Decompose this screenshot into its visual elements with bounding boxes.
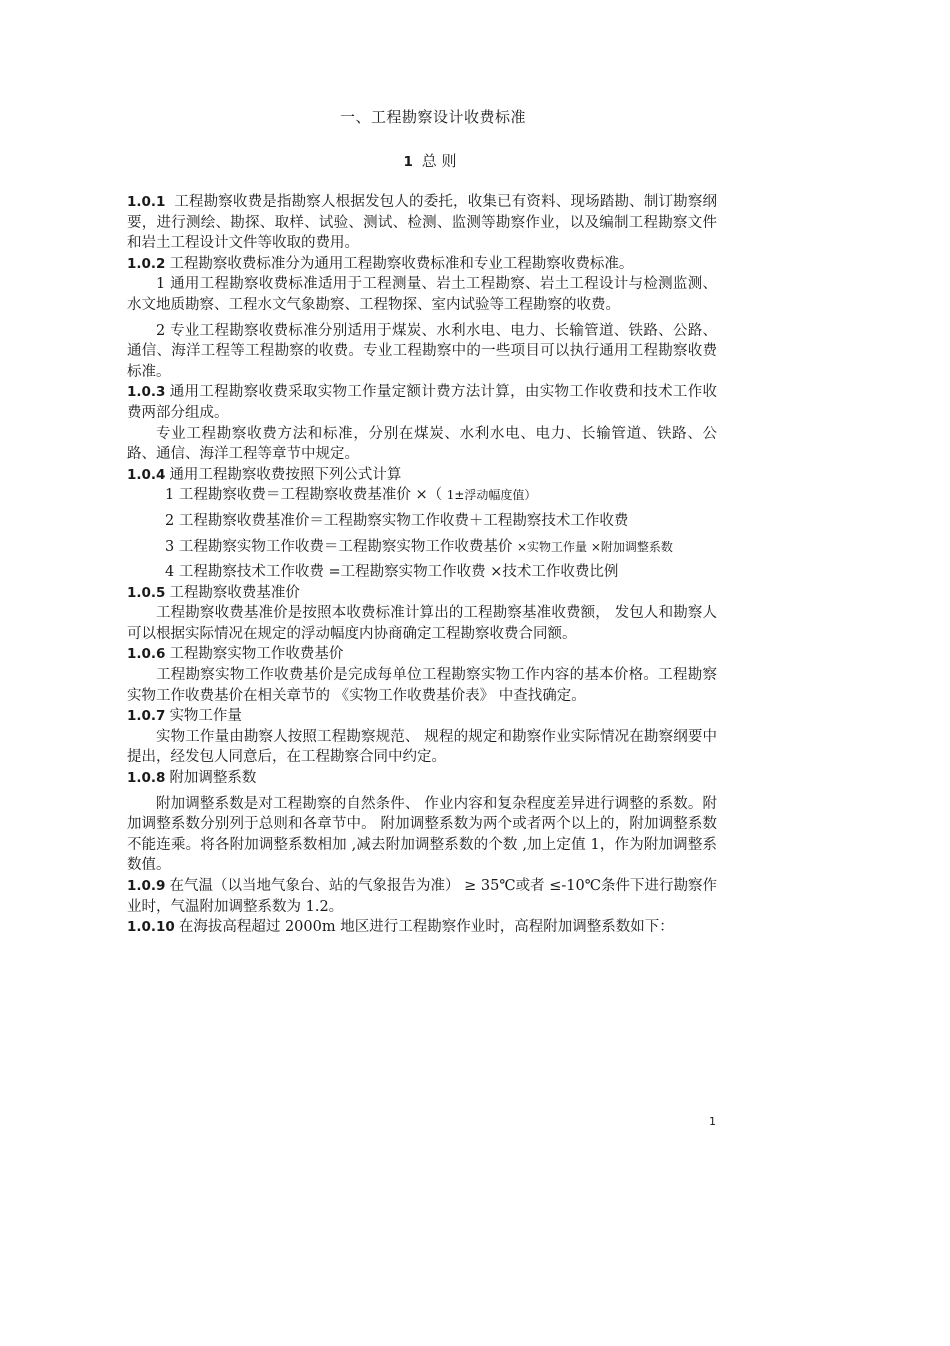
clause-text: 工程勘察收费标准分为通用工程勘察收费标准和专业工程勘察收费标准。 xyxy=(169,255,634,272)
clause-paragraph: 工程勘察实物工作收费基价是完成每单位工程勘察实物工作内容的基本价格。工程勘察实物工作收费基价在相关章节的 《实物工作收费基价表》 中查找确定。 xyxy=(127,667,717,704)
clause-1-0-8 xyxy=(127,768,717,789)
clause-text: 工程勘察收费是指勘察人根据发包人的委托，收集已有资料、现场踏勘、制订勘察纲要，进行测绘、勘探、取样、试验、测试、检测、监测等勘察作业，以及编制工程勘察文件和岩土工程设计文件等收取的费用。 xyxy=(127,194,718,252)
clause-text: 工程勘察收费基准价 xyxy=(169,584,300,601)
chapter-number: 1 xyxy=(403,154,413,170)
formula-2: 2 工程勘察收费基准价＝工程勘察实物工作收费＋工程勘察技术工作收费 xyxy=(165,512,629,529)
clause-number: 1.0.4 xyxy=(127,466,166,483)
clause-text: 实物工作量 xyxy=(169,708,242,725)
chapter-heading xyxy=(0,150,860,171)
clause-1-0-7 xyxy=(127,706,717,727)
clause-1-0-3 xyxy=(127,382,717,423)
clause-paragraph: 附加调整系数是对工程勘察的自然条件、 作业内容和复杂程度差异进行调整的系数。附加调整系数分别列于总则和各章节中。 附加调整系数为两个或者两个以上的，附加调整系数不能连乘。将各附加调整系数相加 ,减去附加调整系数的个数 ,加上定值 1，作为附加调整系数值。 xyxy=(127,795,717,874)
document-title: 一、工程勘察设计收费标准 xyxy=(339,108,526,126)
clause-number: 1.0.2 xyxy=(127,255,166,272)
page-number: 1 xyxy=(709,1115,716,1128)
clause-text: 通用工程勘察收费采取实物工作量定额计费方法计算，由实物工作收费和技术工作收费两部分组成。 xyxy=(127,384,717,421)
clause-text: 工程勘察实物工作收费基价 xyxy=(169,646,344,663)
clause-paragraph: 1 通用工程勘察收费标准适用于工程测量、岩土工程勘察、岩土工程设计与检测监测、水文地质勘察、工程水文气象勘察、工程物探、室内试验等工程勘察的收费。 xyxy=(127,276,717,313)
clause-1-0-5 xyxy=(127,583,717,604)
chapter-title: 总 则 xyxy=(421,152,457,170)
clause-number: 1.0.7 xyxy=(127,708,166,725)
clause-1-0-4 xyxy=(127,465,717,486)
clause-text: 通用工程勘察收费按照下列公式计算 xyxy=(169,466,402,483)
clause-paragraph: 专业工程勘察收费方法和标准，分别在煤炭、水利水电、电力、长输管道、铁路、公路、通信、海洋工程等章节中规定。 xyxy=(127,425,717,463)
formula-text-small: 1±浮动幅度值） xyxy=(446,488,537,503)
clause-1-0-1 xyxy=(127,192,717,254)
clause-paragraph: 2 专业工程勘察收费标准分别适用于煤炭、水利水电、电力、长输管道、铁路、公路、通信、海洋工程等工程勘察的收费。专业工程勘察中的一些项目可以执行通用工程勘察收费标准。 xyxy=(127,322,717,380)
formula-4: 4 工程勘察技术工作收费 =工程勘察实物工作收费 ×技术工作收费比例 xyxy=(165,564,619,581)
clause-text: 附加调整系数 xyxy=(169,770,257,787)
clause-number: 1.0.6 xyxy=(127,646,166,663)
formula-1 xyxy=(127,485,717,506)
clause-number: 1.0.8 xyxy=(127,770,166,787)
clause-1-0-10 xyxy=(127,917,717,938)
formula-text: 1 工程勘察收费＝工程勘察收费基准价 ×（ xyxy=(165,487,447,504)
clause-paragraph: 实物工作量由勘察人按照工程勘察规范、 规程的规定和勘察作业实际情况在勘察纲要中提出，经发包人同意后，在工程勘察合同中约定。 xyxy=(127,728,717,766)
document-body xyxy=(127,192,717,938)
clause-text: 在气温（以当地气象台、站的气象报告为准） ≥ 35℃或者 ≤-10℃条件下进行勘察作业时，气温附加调整系数为 1.2。 xyxy=(127,878,717,915)
formula-3 xyxy=(127,537,717,558)
clause-number: 1.0.3 xyxy=(127,384,166,401)
formula-text-small: ×实物工作量 ×附加调整系数 xyxy=(516,539,673,554)
clause-number: 1.0.5 xyxy=(127,584,166,601)
clause-number: 1.0.1 xyxy=(127,194,166,210)
clause-1-0-2 xyxy=(127,254,717,275)
clause-number: 1.0.9 xyxy=(127,878,166,894)
formula-text: 3 工程勘察实物工作收费＝工程勘察实物工作收费基价 xyxy=(165,538,517,555)
clause-paragraph: 工程勘察收费基准价是按照本收费标准计算出的工程勘察基准收费额， 发包人和勘察人可以根据实际情况在规定的浮动幅度内协商确定工程勘察收费合同额。 xyxy=(127,605,717,642)
clause-number: 1.0.10 xyxy=(127,919,175,936)
clause-text: 在海拔高程超过 2000m 地区进行工程勘察作业时，高程附加调整系数如下： xyxy=(178,919,674,936)
clause-1-0-6 xyxy=(127,644,717,665)
clause-1-0-9 xyxy=(127,876,717,917)
